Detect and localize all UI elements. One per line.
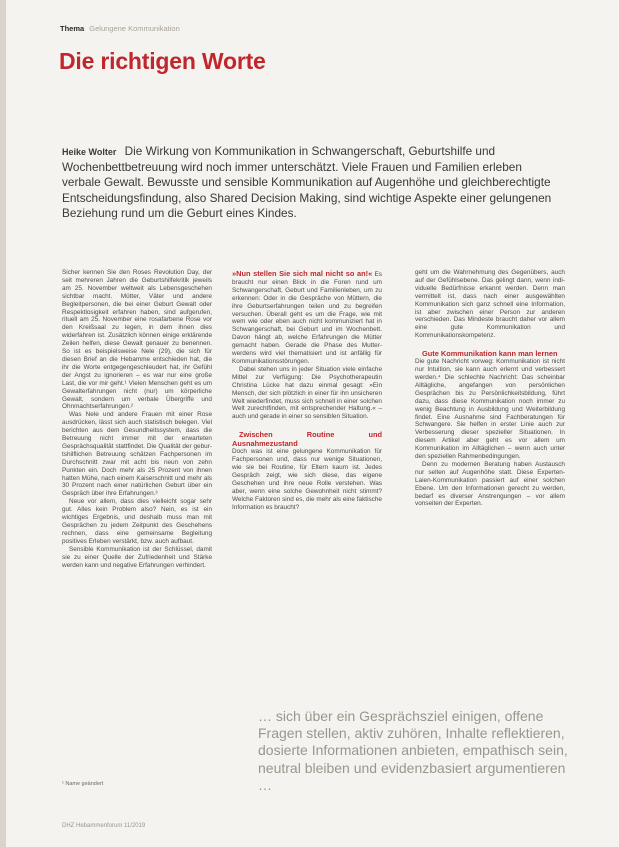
paragraph: Dabei stehen uns in jeder Situation viele einfache Mittel zur Verfügung: Die Psychotherapeutin Christina Lücke hat dazu einmal gesagt: »Ein Mensch, der sich plötzlich in einer für ihn unsicheren Welt wiederfindet, muss sich schnell in einer solchen Welt zurechtfinden, mit entsprechender Haltung.« – auch und gerade in einer so sensiblen Situation.	[232, 365, 382, 421]
paragraph: Sicher kennen Sie den Roses Revolution Day, der seit mehreren Jahren die Geburtshilfekritik jeweils am 25. November weltweit als Lebensgeschehen sichtbar macht. Mütter, Väter und andere Begleitpersonen, die bei einer Geburt Gewalt oder Respektlosigkeit erfahren haben, sind aufgerufen, rituell am 25. November eine rosafarbene Rose vor den Kreißsaal zu legen, in dem ihnen dies widerfahren ist. Zusätzlich können einige erklärende Zeilen helfen, diese Gewalt genauer zu benennen. So ist es beispielsweise Nele (29), die sich für diesen Brief an die Hebamme entschieden hat, die ihr die Worte entgegengeschleudert hat, ihr Gefühl der Angst zu ignorieren – es war nur eine große Last, die vor mir geht.¹ Vielen Menschen geht es um Gewalterfahrungen nicht (nur) um körperliche Gewalt, sondern um verbale Übergriffe und Ohnmachtserfahrungen.²	[62, 269, 212, 411]
paragraph: Doch was ist eine gelungene Kommunikation für Fachpersonen und, dass nur wenige Situationen, wie sie bei Routine, für Eltern kaum ist. Jedes Gespräch zeigt, wie sich diese, das eigene Geschehen und ihre neue Rolle verstehen. Was aber, wenn eine solche Gewohnheit nicht stimmt? Welche Faktoren sind es, die mehr als eine faktische Information es braucht?	[232, 448, 382, 511]
author-name: Heike Wolter	[62, 147, 117, 157]
paragraph: Was Nele und andere Frauen mit einer Rose ausdrücken, lässt sich auch statistisch belegen. Viel berichten aus dem Gesundheitssystem, dass die Betreuung nicht immer mit der erwarteten Gesprächsqualität stattfindet. Die Qualität der geburtshilflichen Betreuung schätzen Fachpersonen im Durchschnitt zwar mit acht bis neun von zehn Punkten ein. Doch mehr als 25 Prozent von ihnen hatten Mühe, nach einem Kaiserschnitt und mehr als 30 Prozent nach einer natürlichen Geburt über ein Gespräch über ihre Erfahrungen.³	[62, 411, 212, 498]
paragraph: Neue vor allem, dass dies vielleicht sogar sehr gut. Alles kein Problem also? Nein, es ist ein wichtiges Ergebnis, und deshalb muss man mit Gesprächen zu jedem Zeitpunkt des Geschehens rechnen, dass eine gemeinsame Begleitung positives Erleben verstärkt, bzw. auch aufbaut.	[62, 498, 212, 545]
subheading: Gute Kommunikation kann man lernen	[422, 349, 558, 359]
text-column-2	[232, 269, 382, 511]
paragraph: Die gute Nachricht vorweg: Kommunikation ist nicht nur Intuition, sie kann auch erlernt und verbessert werden.⁴ Die schlechte Nachricht: Das scheinbar Alltägliche, angefangen von persönlichen Gesprächen bis zu Persönlichkeitsbildung, führt dazu, dass diese Kommunikation noch immer zu wenig Beachtung in Ausbildung und Weiterbildung findet. Eine Ausnahme sind Fachberatungen für Schwangere. Sie helfen in erster Linie auch zur Verbesserung dieser spezieller Situationen. In diesem Artikel aber geht es vor allem um Kommunikation im Alltäglichen – wenn auch unter den speziellen Rahmenbedingungen.	[415, 358, 565, 461]
subheading: Zwischen Routine und Ausnahmezustand	[232, 430, 382, 449]
paragraph	[232, 269, 382, 366]
section-kicker	[60, 24, 180, 33]
spacer	[415, 340, 565, 349]
page-footer: DHZ Hebammenforum 11/2019	[62, 823, 146, 829]
paragraph: geht um die Wahrnehmung des Gegenübers, auch auf der Gefühlsebene. Das gelingt dann, wenn individuelle Bedürfnisse erkannt werden. Denn man vermittelt ist, dass nach einer ausgewählten Kommunikation sich ganz schnell eine Information, ist aber zwischen einer Person zur anderen verschieden. Das Mindeste braucht daher vor allem eine gute Kommunikation und Kommunikationskompetenz.	[415, 269, 565, 340]
spacer	[232, 421, 382, 430]
subheading: »Nun stellen Sie sich mal nicht so an!«	[232, 269, 373, 278]
paragraph: Denn zu modernen Beratung haben Austausch nur selten auf Augenhöhe statt. Diese Experten-Laien-Kommunikation passiert auf einer solchen Ebene. Um den Informationen gerecht zu werden, bedarf es diverser Anstrengungen – vor allem vonseiten der Experten.	[415, 460, 565, 508]
footnote: ¹ Name geändert	[62, 781, 104, 787]
kicker-topic: Gelungene Kommunikation	[89, 24, 180, 33]
text-column-1	[62, 269, 212, 569]
paragraph-text: Es braucht nur einen Blick in die Foren rund um Schwangerschaft, Geburt und Familienleben, um zu erkennen: Oder in die Gespräche von Müttern, die ihre Geburtserfahrungen teilen und zu begreifen versuchen. Überall geht es um die Frage, wie mit wem wie oder eben auch nicht kommuniziert hat in Schwangerschaft, bei Geburt und im Wochenbett. Davon hängt ab, welche Erfahrungen die Mütter gemacht haben. Gerade die Phase des Mutterwerdens wird viel thematisiert und ist anfällig für Kommunikationsstörungen.	[232, 271, 382, 365]
kicker-label: Thema	[60, 24, 85, 33]
paragraph: Sensible Kommunikation ist der Schlüssel, damit sie zu einer Quelle der Zufriedenheit und Stärke werden kann und negative Erfahrungen verhindert.	[62, 545, 212, 569]
page-gutter	[0, 0, 6, 847]
article-lead	[62, 144, 562, 221]
pull-quote: … sich über ein Gesprächsziel einigen, offene Fragen stellen, aktiv zuhören, Inhalte reflektieren, dosierte Informationen anbieten, empathisch sein, neutral bleiben und evidenzbasiert argumentieren …	[258, 708, 568, 793]
lead-text: Die Wirkung von Kommunikation in Schwangerschaft, Geburtshilfe und Wochenbettbetreuung wird noch immer unterschätzt. Viele Frauen und Familien erleben verbale Gewalt. Bewusste und sensible Kommunikation auf Augenhöhe und gleichberechtigte Entscheidungsfindung, also Shared Decision Making, sind wichtige Aspekte einer gelungenen Beziehung rund um die Geburt eines Kindes.	[62, 144, 552, 220]
article-title: Die richtigen Worte	[59, 48, 266, 74]
text-column-3	[415, 269, 565, 508]
